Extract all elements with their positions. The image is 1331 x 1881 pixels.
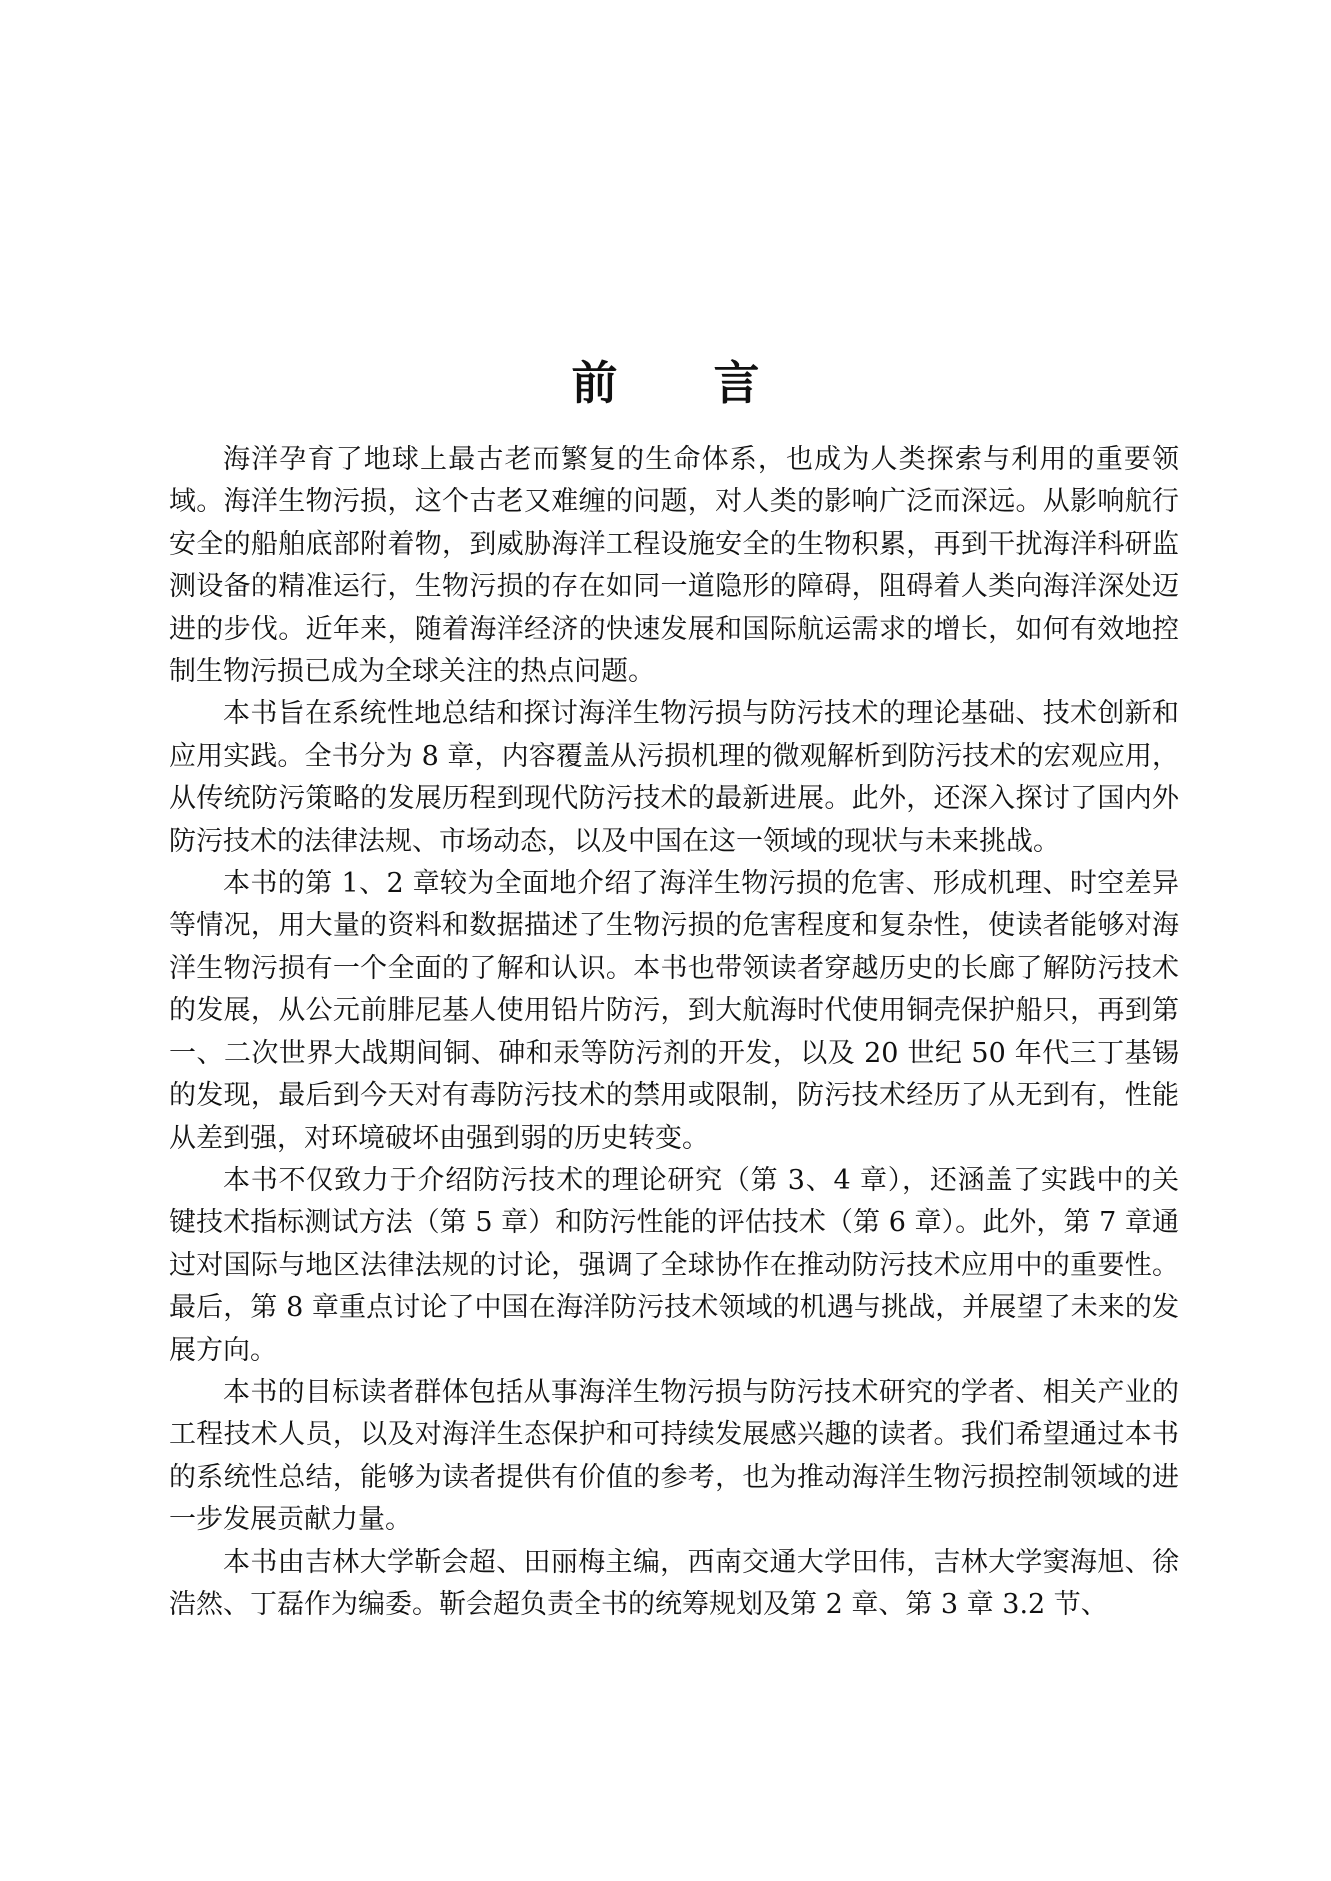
paragraph-5: 本书的目标读者群体包括从事海洋生物污损与防污技术研究的学者、相关产业的工程技术人员，以及对海洋生态保护和可持续发展感兴趣的读者。我们希望通过本书的系统性总结，能够为读者提供有价值的参考，也为推动海洋生物污损控制领域的进一步发展贡献力量。 [169, 1376, 1179, 1536]
page-title: 前言 [571, 355, 856, 410]
paragraph-6: 本书由吉林大学靳会超、田丽梅主编，西南交通大学田伟，吉林大学窦海旭、徐浩然、丁磊作为编委。靳会超负责全书的统筹规划及第 2 章、第 3 章 3.2 节、 [169, 1546, 1179, 1620]
paragraph-1: 海洋孕育了地球上最古老而繁复的生命体系，也成为人类探索与利用的重要领域。海洋生物污损，这个古老又难缠的问题，对人类的影响广泛而深远。从影响航行安全的船舶底部附着物，到威胁海洋工程设施安全的生物积累，再到干扰海洋科研监测设备的精准运行，生物污损的存在如同一道隐形的障碍，阻碍着人类向海洋深处迈进的步伐。近年来，随着海洋经济的快速发展和国际航运需求的增长，如何有效地控制生物污损已成为全球关注的热点问题。 [169, 444, 1179, 688]
paragraph-4: 本书不仅致力于介绍防污技术的理论研究（第 3、4 章），还涵盖了实践中的关键技术指标测试方法（第 5 章）和防污性能的评估技术（第 6 章）。此外，第 7 章通过对国际与地区法律法规的讨论，强调了全球协作在推动防污技术应用中的重要性。最后，第 8 章重点讨论了中国在海洋防污技术领域的机遇与挑战，并展望了未来的发展方向。 [169, 1164, 1179, 1366]
paragraph-3: 本书的第 1、2 章较为全面地介绍了海洋生物污损的危害、形成机理、时空差异等情况，用大量的资料和数据描述了生物污损的危害程度和复杂性，使读者能够对海洋生物污损有一个全面的了解和认识。本书也带领读者穿越历史的长廊了解防污技术的发展，从公元前腓尼基人使用铅片防污，到大航海时代使用铜壳保护船只，再到第一、二次世界大战期间铜、砷和汞等防污剂的开发，以及 20 世纪 50 年代三丁基锡的发现，最后到今天对有毒防污技术的禁用或限制，防污技术经历了从无到有，性能从差到强，对环境破坏由强到弱的历史转变。 [169, 868, 1179, 1154]
paragraph-2: 本书旨在系统性地总结和探讨海洋生物污损与防污技术的理论基础、技术创新和应用实践。全书分为 8 章，内容覆盖从污损机理的微观解析到防污技术的宏观应用，从传统防污策略的发展历程到现代防污技术的最新进展。此外，还深入探讨了国内外防污技术的法律法规、市场动态，以及中国在这一领域的现状与未来挑战。 [169, 698, 1179, 857]
preface-body [169, 439, 1179, 1626]
